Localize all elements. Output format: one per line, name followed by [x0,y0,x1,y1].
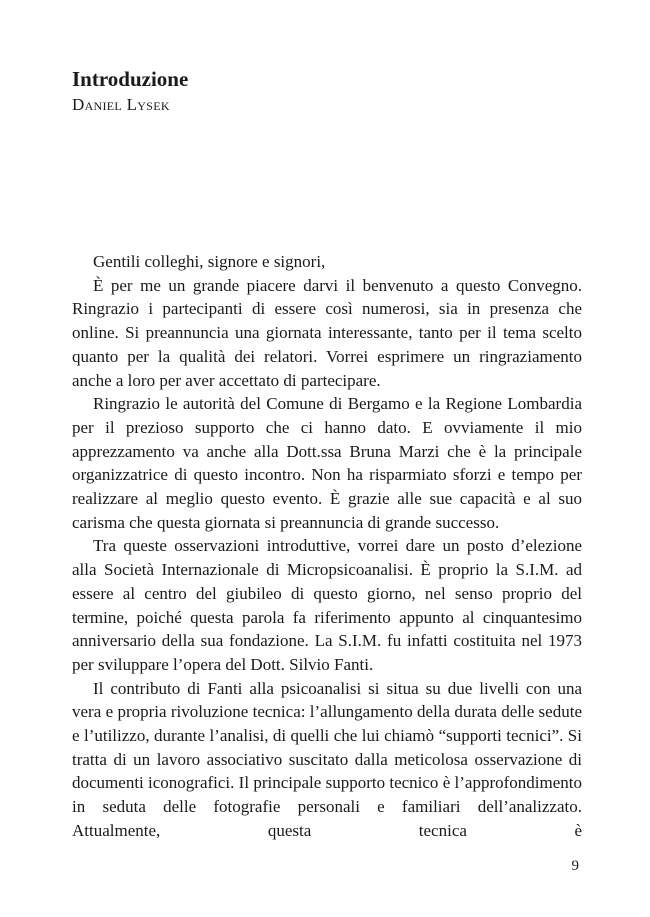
paragraph-fanti: Il contributo di Fanti alla psicoanalisi si situa su due livelli con una vera e propria rivoluzione tecnica: l’allungamento della durata delle sedute e l’utilizzo, durante l’analisi, di quelli che lui chiamò “supporti tecnici”. Si tratta di un lavoro associativo suscitato dalla meticolosa osservazione di documenti iconografici. Il principale supporto tecnico è l’approfondimento in seduta delle fotografie personali e familiari dell’analizzato. Attualmente, questa tecnica è [72,678,582,840]
page-number: 9 [571,858,579,874]
chapter-header [72,66,582,116]
paragraph-thanks: Ringrazio le autorità del Comune di Bergamo e la Regione Lombardia per il prezioso supporto che ci hanno dato. E ovviamente il mio apprezzamento va anche alla Dott.ssa Bruna Marzi che è la principale organizzatrice di questo incontro. Non ha risparmiato sforzi e tempo per realizzare al meglio questo evento. È grazie alle sue capacità e al suo carisma che questa giornata si preannuncia di grande successo. [72,394,582,532]
chapter-author: Daniel Lysek [72,95,170,114]
body-text [72,250,582,843]
paragraph-greeting: Gentili colleghi, signore e signori, [93,252,326,271]
chapter-title: Introduzione [72,67,189,91]
paragraph-sim: Tra queste osservazioni introduttive, vorrei dare un posto d’elezione alla Società Internazionale di Micropsicoanalisi. È proprio la S.I.M. ad essere al centro del giubileo di questo giorno, nel senso proprio del termine, poiché questa parola fa riferimento appunto al cinquantesimo anniversario della sua fondazione. La S.I.M. fu infatti costituita nel 1973 per sviluppare l’opera del Dott. Silvio Fanti. [72,536,582,674]
paragraph-welcome: È per me un grande piacere darvi il benvenuto a questo Convegno. Ringrazio i partecipanti di essere così numerosi, sia in presenza che online. Si preannuncia una giornata interessante, tanto per il tema scelto quanto per la qualità dei relatori. Vorrei esprimere un ringraziamento anche a loro per aver accettato di partecipare. [72,275,582,390]
